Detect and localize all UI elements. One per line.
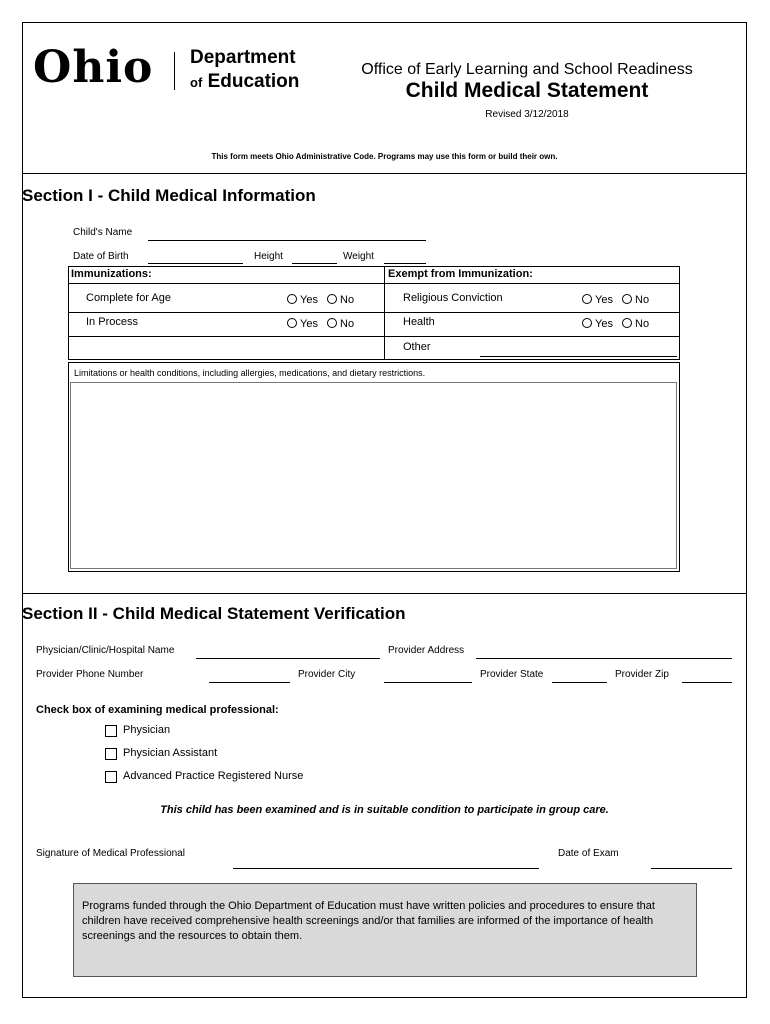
- physician-name-label: Physician/Clinic/Hospital Name: [36, 645, 175, 656]
- radio-no[interactable]: [327, 318, 337, 328]
- physician-checkbox[interactable]: [105, 725, 117, 737]
- provider-zip-field[interactable]: [682, 682, 732, 683]
- radio-no[interactable]: [327, 294, 337, 304]
- table-mid-divider: [384, 266, 385, 360]
- section-divider: [22, 593, 747, 594]
- no-label: No: [340, 294, 355, 306]
- radio-yes[interactable]: [287, 294, 297, 304]
- health-label: Health: [403, 316, 435, 328]
- header-divider: [22, 173, 747, 174]
- yes-label: Yes: [300, 318, 318, 330]
- date-of-exam-label: Date of Exam: [558, 848, 619, 859]
- form-title: Child Medical Statement: [405, 79, 649, 102]
- section1-title: Section I - Child Medical Information: [22, 186, 316, 205]
- health-options: [582, 318, 649, 330]
- dept-line2: [190, 71, 299, 93]
- immunizations-header: Immunizations:: [71, 268, 152, 280]
- signature-label: Signature of Medical Professional: [36, 848, 185, 859]
- dob-label: Date of Birth: [73, 251, 129, 262]
- other-field[interactable]: [480, 356, 677, 357]
- immunization-table: [68, 266, 680, 360]
- yes-label: Yes: [595, 294, 613, 306]
- in-process-options: [287, 318, 354, 330]
- dept-line1: Department: [190, 47, 296, 68]
- childs-name-field[interactable]: [148, 240, 426, 241]
- aprn-label: Advanced Practice Registered Nurse: [123, 770, 304, 782]
- check-box-label: Check box of examining medical professional:: [36, 704, 279, 716]
- complete-for-age-options: [287, 294, 354, 306]
- dob-field[interactable]: [148, 263, 243, 264]
- provider-state-field[interactable]: [552, 682, 607, 683]
- religious-conviction-options: [582, 294, 649, 306]
- office-name: Office of Early Learning and School Readiness: [361, 61, 693, 78]
- signature-field[interactable]: [233, 868, 539, 869]
- provider-address-field[interactable]: [476, 658, 732, 659]
- childs-name-label: Child's Name: [73, 227, 133, 238]
- limitations-label: Limitations or health conditions, including allergies, medications, and dietary restrictions.: [74, 368, 426, 378]
- radio-yes[interactable]: [582, 294, 592, 304]
- table-row-divider-1: [68, 283, 680, 284]
- religious-conviction-label: Religious Conviction: [403, 292, 503, 304]
- revised-date: Revised 3/12/2018: [485, 109, 569, 120]
- notice-text: Programs funded through the Ohio Department of Education must have written policies and procedures to ensure that children have received comprehensive health screenings and/or that families are informed of the importance of health screenings and the resources to obtain them.: [82, 900, 655, 942]
- aprn-checkbox[interactable]: [105, 771, 117, 783]
- yes-label: Yes: [300, 294, 318, 306]
- form-note: This form meets Ohio Administrative Code. Programs may use this form or build their own.: [211, 152, 558, 161]
- height-field[interactable]: [292, 263, 337, 264]
- weight-label: Weight: [343, 251, 374, 262]
- physician-name-field[interactable]: [196, 658, 380, 659]
- radio-yes[interactable]: [287, 318, 297, 328]
- section2-title: Section II - Child Medical Statement Verification: [22, 604, 406, 623]
- table-row-divider-2: [68, 312, 680, 313]
- exempt-header: Exempt from Immunization:: [388, 268, 533, 280]
- dept-education: Education: [207, 71, 300, 92]
- radio-no[interactable]: [622, 294, 632, 304]
- height-label: Height: [254, 251, 283, 262]
- weight-field[interactable]: [384, 263, 426, 264]
- provider-address-label: Provider Address: [388, 645, 465, 656]
- provider-state-label: Provider State: [480, 669, 544, 680]
- limitations-textarea[interactable]: [70, 382, 677, 569]
- no-label: No: [635, 294, 650, 306]
- physician-label: Physician: [123, 724, 171, 736]
- radio-no[interactable]: [622, 318, 632, 328]
- exam-statement: This child has been examined and is in suitable condition to participate in group care.: [160, 804, 609, 816]
- no-label: No: [635, 318, 650, 330]
- provider-city-label: Provider City: [298, 669, 356, 680]
- no-label: No: [340, 318, 355, 330]
- dept-of: of: [190, 75, 203, 90]
- provider-zip-label: Provider Zip: [615, 669, 669, 680]
- other-label: Other: [403, 341, 431, 353]
- complete-for-age-label: Complete for Age: [86, 292, 171, 304]
- date-of-exam-field[interactable]: [651, 868, 732, 869]
- ohio-logo: Ohio: [33, 42, 154, 93]
- in-process-label: In Process: [86, 316, 138, 328]
- provider-phone-field[interactable]: [209, 682, 290, 683]
- yes-label: Yes: [595, 318, 613, 330]
- provider-phone-label: Provider Phone Number: [36, 669, 144, 680]
- radio-yes[interactable]: [582, 318, 592, 328]
- logo-divider: [174, 52, 175, 90]
- provider-city-field[interactable]: [384, 682, 472, 683]
- physician-assistant-checkbox[interactable]: [105, 748, 117, 760]
- physician-assistant-label: Physician Assistant: [123, 747, 218, 759]
- table-row-divider-3: [68, 336, 680, 337]
